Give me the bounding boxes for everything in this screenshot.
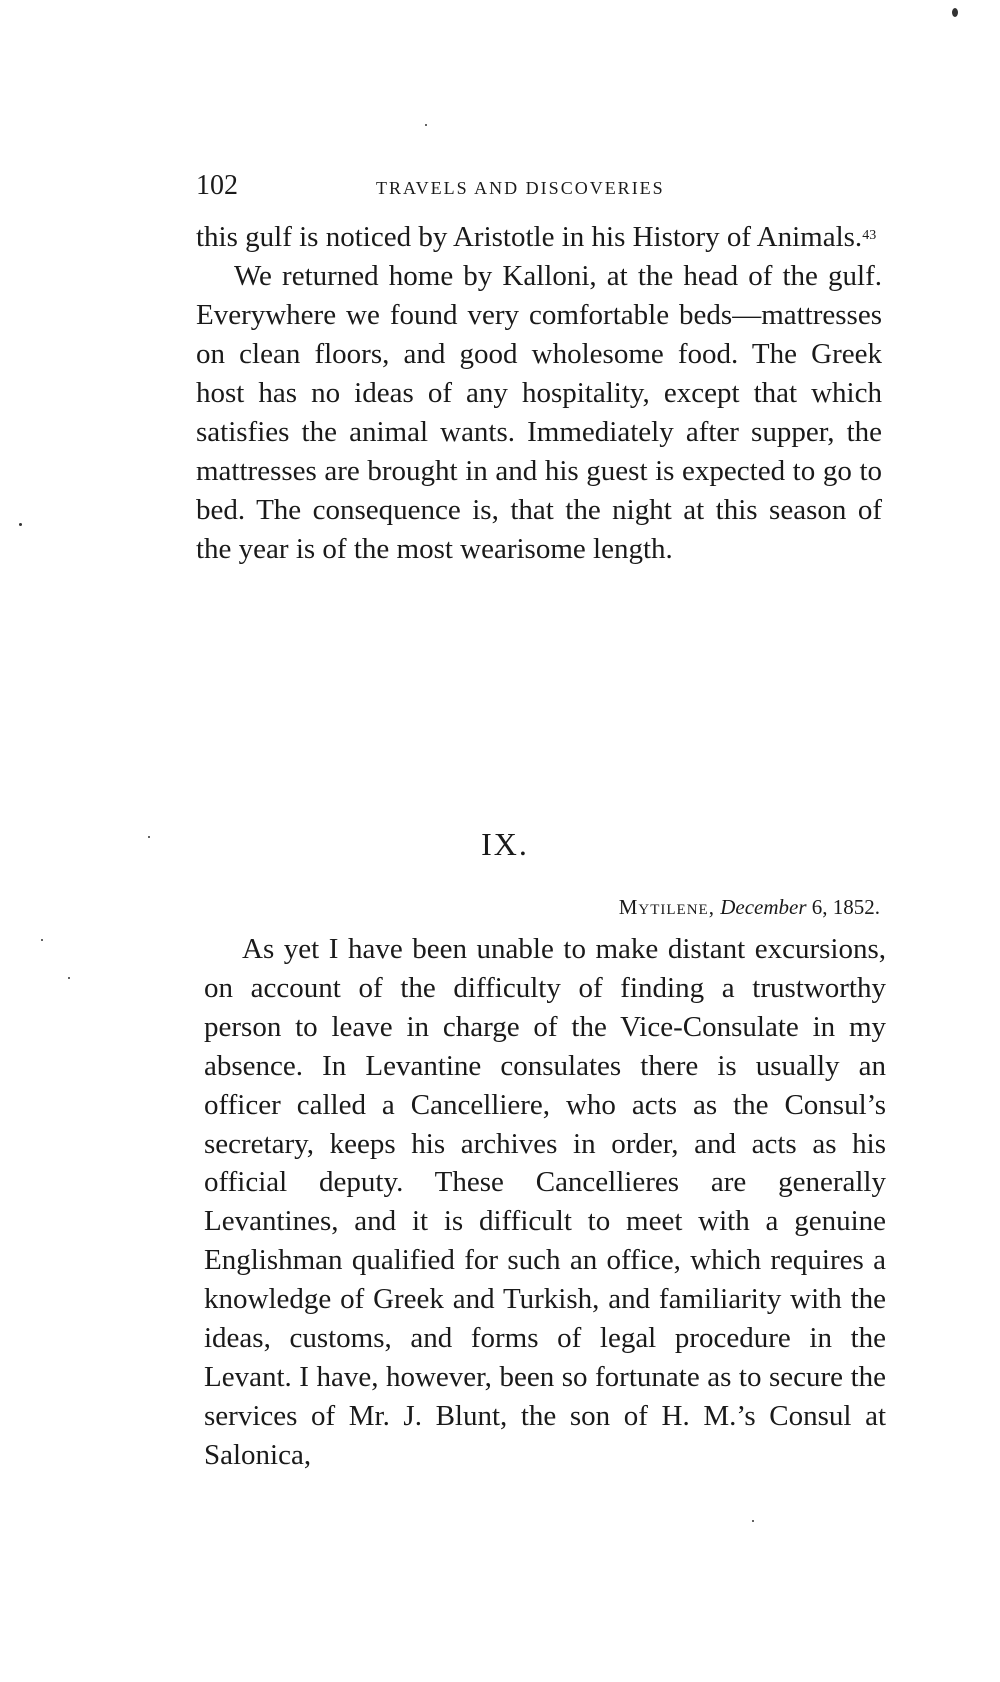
chapter-heading: IX. bbox=[481, 826, 529, 862]
print-speck bbox=[68, 977, 70, 979]
print-speck bbox=[19, 523, 22, 526]
section-1-text bbox=[196, 218, 882, 569]
page-number: 102 bbox=[196, 170, 238, 201]
paragraph-excursions: As yet I have been unable to make distant excursions, on account of the difficulty of finding a trustworthy person to leave in charge of the Vice-Consulate in my absence. In Levantine consulates there is usually an officer called a Cancelliere, who acts as the Consul’s secretary, keeps his archives in order, and acts as his official deputy. These Cancellieres are generally Levantines, and it is difficult to meet with a genuine Englishman qualified for such an office, which requires a knowledge of Greek and Turkish, and familiarity with the ideas, customs, and forms of legal procedure in the Levant. I have, however, been so fortunate as to secure the services of Mr. J. Blunt, the son of H. M.’s Consul at Salonica, bbox=[204, 933, 886, 1471]
print-speck bbox=[41, 939, 43, 941]
dateline-month: December bbox=[720, 895, 807, 919]
dateline bbox=[619, 895, 880, 920]
section-2-text bbox=[204, 930, 886, 1475]
print-speck bbox=[952, 8, 958, 17]
running-head bbox=[196, 170, 892, 210]
print-speck bbox=[148, 836, 150, 838]
paragraph-continuation bbox=[196, 218, 882, 257]
print-speck bbox=[752, 1520, 754, 1522]
dateline-day-year: 6, 1852. bbox=[806, 895, 880, 919]
print-speck bbox=[425, 124, 427, 126]
running-head-title: TRAVELS AND DISCOVERIES bbox=[376, 178, 665, 198]
paragraph-kalloni: We returned home by Kalloni, at the head of the gulf. Everywhere we found very comfortable beds—mattresses on clean floors, and good wholesome food. The Greek host has no ideas of any hospitality, except that which satisfies the animal wants. Immediately after supper, the mattresses are brought in and his guest is expected to go to bed. The consequence is, that the night at this season of the year is of the most wearisome length. bbox=[196, 260, 882, 565]
paragraph-continuation-text: this gulf is noticed by Aristotle in his History of Animals. bbox=[196, 221, 863, 253]
footnote-ref: 43 bbox=[862, 228, 877, 243]
dateline-place: Mytilene, bbox=[618, 895, 715, 919]
